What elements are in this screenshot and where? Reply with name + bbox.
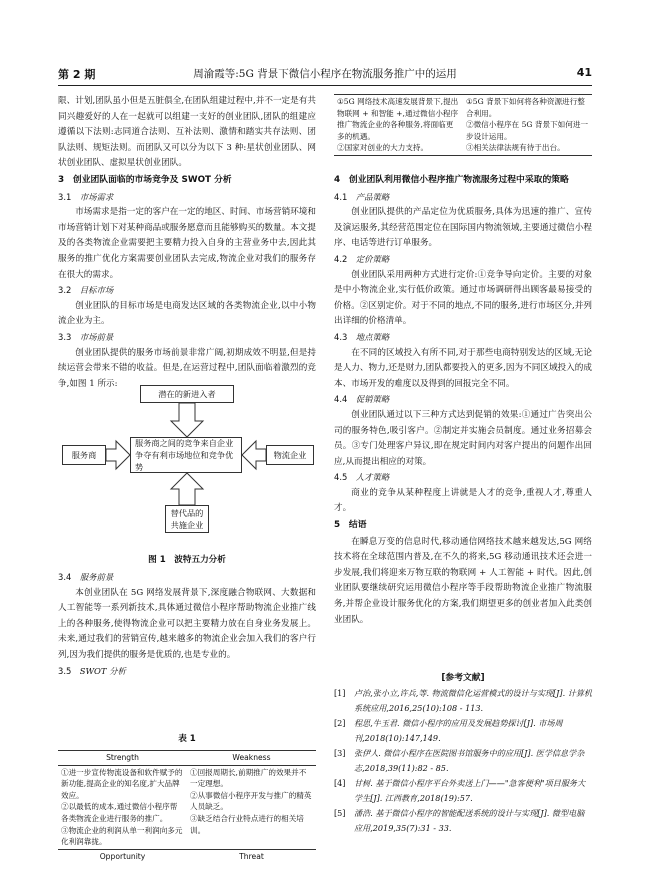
swot-table-continued xyxy=(334,94,592,156)
section-heading: 3 创业团队面临的市场竞争及 SWOT 分析 xyxy=(58,174,232,185)
subsection-number: 4.1 xyxy=(334,191,348,202)
reference-number: [3] xyxy=(334,748,346,758)
reference-text: 潘浩. 基于微信小程序的智能配送系统的设计与实现[J]. 微型电脑应用,2019,35(7):31 - 33. xyxy=(354,808,585,833)
figure-porter-five-forces xyxy=(58,385,316,547)
subsection-number: 3.4 xyxy=(58,572,72,582)
reference-item xyxy=(334,716,592,746)
reference-text: 张伊人. 微信小程序在医院图书馆服务中的应用[J]. 医学信息学杂志,2018,39(11):82 - 85. xyxy=(354,748,585,773)
subsection-number: 4.5 xyxy=(334,472,348,483)
paragraph: 在不同的区域投入有所不同,对于那些电商特别发达的区域,无论是人力、物力,还是财力,团队都要投入的更多,因为不同区域投入的成本、市场开发的难度以及得到的回报完全不同。 xyxy=(334,347,592,389)
subsection-title: 目标市场 xyxy=(79,285,114,296)
reference-number: [1] xyxy=(334,688,346,698)
box-industry-rivalry: 服务商之间的竞争来自企业争夺有利市场地位和竞争优势 xyxy=(130,437,242,473)
subsection-number: 4.3 xyxy=(334,331,348,342)
table-header-threat: Threat xyxy=(187,849,316,863)
page-number: 41 xyxy=(576,66,592,79)
reference-item xyxy=(334,686,592,716)
references-title: [参考文献] xyxy=(441,673,485,683)
table-cell-weakness: ①回报周期长,前期推广的效果并不一定理想。 ②从事微信小程序开发与推广的精英人员缺乏。 ③缺乏结合行业特点进行的相关培训。 xyxy=(190,767,312,835)
subsection-number: 3.5 xyxy=(58,665,72,676)
arrow-right xyxy=(106,441,130,469)
swot-table xyxy=(58,750,316,863)
box-substitutes: 替代品的共施企业 xyxy=(165,505,209,533)
arrow-down xyxy=(171,403,203,437)
subsection-title: 产品策略 xyxy=(355,191,390,202)
paragraph: 创业团队采用两种方式进行定价:①竞争导向定价。主要的对象是中小物流企业,实行低价政策。通过市场调研得出顾客最易接受的价格。②区别定价。对于不同的地点,不同的服务,进行市场区分,并列出详细的价格清单。 xyxy=(334,269,592,327)
subsection-number: 4.4 xyxy=(334,394,348,405)
subsection-heading xyxy=(58,190,316,206)
paragraph: 本创业团队在 5G 网络发展背景下,深度融合物联网、大数据和人工智能等一系列新技术,具体通过微信小程序帮助物流企业推广线上的各种服务,使得物流企业可以把主要精力放在自身业务发展上。未来,通过我们的营销宣传,越来越多的物流企业会加入我们的客户行列,因为我们提供的服务是优质的,也是专业的。 xyxy=(58,587,316,660)
reference-text: 甘树. 基于微信小程序平台外卖送上门——"急客便利"项目服务大学生[J]. 江西教育,2018(19):57. xyxy=(354,778,586,803)
swot-table-part2 xyxy=(334,94,592,156)
section-heading: 4 创业团队利用微信小程序推广物流服务过程中采取的策略 xyxy=(334,175,569,185)
subsection-heading xyxy=(58,330,316,346)
subsection-heading xyxy=(58,664,316,680)
table-cell-opportunity: ①5G 网络技术高速发展背景下,提出物联网 + 和智能 +,通过微信小程序推广物流企业的各种服务,将面临更多的机遇。 ②国家对创业的大力支持。 xyxy=(337,97,459,153)
subsection-heading xyxy=(334,252,592,268)
paragraph: 在瞬息万变的信息时代,移动通信网络技术越来越发达,5G 网络技术将在全球范围内普及,在不久的将来,5G 移动通讯技术还会进一步发展,我们将迎来万物互联的物联网 + 人工智能 + 时代。因此,创业团队要继续研究运用微信小程序等手段帮助物流企业推广物流服务,并帮企业设计服务优化的方案,我们期望更多的创业者加入此类创业团队。 xyxy=(334,536,592,625)
table-header-weakness: Weakness xyxy=(187,751,316,766)
table-header-opportunity: Opportunity xyxy=(58,849,187,863)
reference-number: [2] xyxy=(334,718,346,728)
subsection-number: 3.3 xyxy=(58,331,72,342)
reference-number: [5] xyxy=(334,808,346,818)
subsection-heading xyxy=(334,470,592,486)
header-rule xyxy=(58,85,592,86)
reference-item xyxy=(334,806,592,836)
subsection-title: 市场需求 xyxy=(79,191,114,202)
reference-text: 卢治,张小立,许兵,等. 物流微信化运营模式的设计与实现[J]. 计算机系统应用,2016,25(10):108 - 113. xyxy=(354,688,593,713)
paragraph: 创业团队的目标市场是电商发达区域的各类物流企业,以中小物流企业为主。 xyxy=(58,300,316,327)
paragraph: 创业团队提供的产品定位为优质服务,具体为迅速的推广、宣传及演运服务,其经营范围定位在国际国内物流领域,主要通过微信小程序、电话等进行订单服务。 xyxy=(334,207,592,249)
arrow-up xyxy=(171,473,203,505)
references-list xyxy=(334,686,592,836)
section-heading: 5 结语 xyxy=(334,520,367,531)
subsection-title: 人才策略 xyxy=(355,472,390,483)
paragraph: 创业团队提供的服务市场前景非常广阔,初期成效不明显,但是持续运营会带来不错的收益。但是,在运营过程中,团队面临着激烈的竞争,如图 1 所示: xyxy=(58,347,316,389)
subsection-heading xyxy=(334,330,592,346)
table-header-strength: Strength xyxy=(58,751,187,766)
swot-table-part1 xyxy=(58,750,316,863)
subsection-title: 地点策略 xyxy=(355,331,390,342)
subsection-heading xyxy=(334,190,592,206)
table-cell-strength: ①进一步宣传物流设备和软件赋予的新功能,提高企业的知名度,扩大品牌效应。 ②以最低的成本,通过微信小程序帮各类物流企业进行服务的推广。 ③物流企业的利润从单一利润向多元化利润靠拢。 xyxy=(61,767,183,847)
left-column xyxy=(58,94,316,392)
box-suppliers: 服务商 xyxy=(62,445,106,465)
left-column-lower xyxy=(58,570,316,679)
right-column xyxy=(334,172,592,628)
arrow-left xyxy=(242,441,266,469)
paragraph: 限、计划,团队虽小但是五脏俱全,在团队组建过程中,并不一定是有共同兴趣爱好的人在一起就可以组建一支好的创业团队,团队的组建应遵循以下法则:志同道合法则、互补法则、激情和踏实共存法则、团队法则、规矩法则。而团队又可以分为以下 3 种:星状创业团队、网状创业团队、虚拟星状创业团队。 xyxy=(58,96,316,169)
subsection-title: 市场前景 xyxy=(79,331,114,342)
paragraph: 创业团队通过以下三种方式达到促销的效果:①通过广告突出公司的服务特色,吸引客户。②制定并实施会员制度。通过业务招募会员。③专门处理客户异议,即在规定时间内对客户提出的问题作出回应,从而提出相应的对策。 xyxy=(334,409,592,467)
reference-item xyxy=(334,746,592,776)
table-caption: 表 1 xyxy=(178,734,196,744)
table-cell-threat: ①5G 背景下如何将各种资源进行整合利用。 ②微信小程序在 5G 背景下如何进一步设计运用。 ③相关法律法规有待于出台。 xyxy=(466,97,589,153)
reference-text: 程思,牛玉君. 微信小程序的应用及发展趋势探讨[J]. 市场周刊,2018(10):147,149. xyxy=(354,718,563,743)
subsection-number: 3.1 xyxy=(58,191,72,202)
subsection-title: 服务前景 xyxy=(79,572,114,582)
subsection-title: SWOT 分析 xyxy=(79,665,126,676)
paragraph: 商业的竞争从某种程度上讲就是人才的竞争,重视人才,尊重人才。 xyxy=(334,487,592,514)
running-title: 周渝霞等:5G 背景下微信小程序在物流服务推广中的运用 xyxy=(193,68,457,80)
figure-caption: 图 1 波特五力分析 xyxy=(148,555,226,565)
reference-number: [4] xyxy=(334,778,346,788)
box-potential-entrants: 潜在的新进入者 xyxy=(140,385,234,403)
reference-item xyxy=(334,776,592,806)
subsection-title: 促销策略 xyxy=(355,394,390,405)
subsection-number: 3.2 xyxy=(58,285,72,296)
subsection-title: 定价策略 xyxy=(355,253,390,264)
paragraph: 市场需求是指一定的客户在一定的地区、时间、市场营销环境和市场营销计划下对某种商品或服务愿意而且能够购买的数量。本文提及的各类物流企业需要把主要精力投入自身的主营业务中去,因此其服务的推广优化方案需要创业团队去完成,物流企业对我们的服务存在很大的需求。 xyxy=(58,207,316,280)
box-logistics-firms: 物流企业 xyxy=(266,445,314,465)
subsection-number: 4.2 xyxy=(334,253,348,264)
subsection-heading xyxy=(334,392,592,408)
issue-number: 第 2 期 xyxy=(58,68,96,81)
subsection-heading xyxy=(58,570,316,586)
subsection-heading xyxy=(58,283,316,299)
